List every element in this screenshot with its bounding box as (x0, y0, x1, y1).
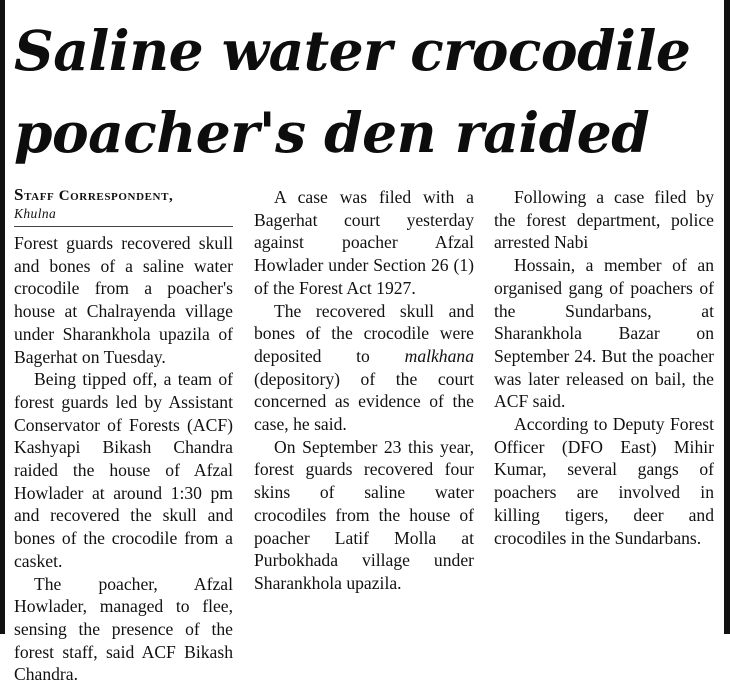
column-3 (494, 186, 714, 549)
byline-rule (14, 226, 233, 227)
paragraph-8: Hossain, a member of an organised gang of poachers of the Sundarbans, at Sharankhola Bazar on September 24. But the poacher was later released on bail, the ACF said. (494, 255, 714, 412)
headline-line-1: Saline water crocodile (14, 18, 691, 83)
column-1 (14, 186, 233, 686)
paragraph-2: Being tipped off, a team of forest guards led by Assistant Conservator of Forests (ACF) Kashyapi Bikash Chandra raided the house of Afzal Howlader at around 1:30 pm and recovered the skull and bones of the crocodile from a casket. (14, 369, 233, 571)
paragraph-5-text-a: The recovered skull and bones of the crocodile were deposited to (254, 300, 474, 366)
byline-initial: S (14, 185, 25, 204)
headline-line-2: poacher's den raided (14, 100, 650, 165)
paragraph-4: A case was filed with a Bagerhat court yesterday against poacher Afzal Howlader under Section 26 (1) of the Forest Act 1927. (254, 187, 474, 298)
byline-text: taff Correspondent, (24, 188, 174, 204)
headline (14, 10, 720, 174)
dateline: Khulna (14, 206, 57, 221)
byline (14, 186, 233, 205)
paragraph-1: Forest guards recovered skull and bones of a saline water crocodile from a poacher's house at Chalrayenda village under Sharankhola upazila of Bagerhat on Tuesday. (14, 233, 233, 367)
paragraph-7: Following a case filed by the forest department, police arrested Nabi (494, 187, 714, 253)
left-page-edge (0, 0, 5, 634)
paragraph-3: The poacher, Afzal Howlader, managed to flee, sensing the presence of the forest staff, said ACF Bikash Chandra. (14, 573, 233, 685)
paragraph-5 (254, 300, 474, 436)
paragraph-6: On September 23 this year, forest guards recovered four skins of saline water crocodiles from the house of poacher Latif Molla at Purbokhada village under Sharankhola upazila. (254, 436, 474, 593)
paragraph-5-emphasis: malkhana (404, 345, 474, 366)
column-2 (254, 186, 474, 595)
paragraph-9: According to Deputy Forest Officer (DFO East) Mihir Kumar, several gangs of poachers are involved in killing tigers, deer and crocodiles in the Sundarbans. (494, 414, 714, 548)
right-page-edge (724, 0, 730, 634)
paragraph-5-text-b: (depository) of the court concerned as evidence of the case, he said. (254, 368, 474, 435)
